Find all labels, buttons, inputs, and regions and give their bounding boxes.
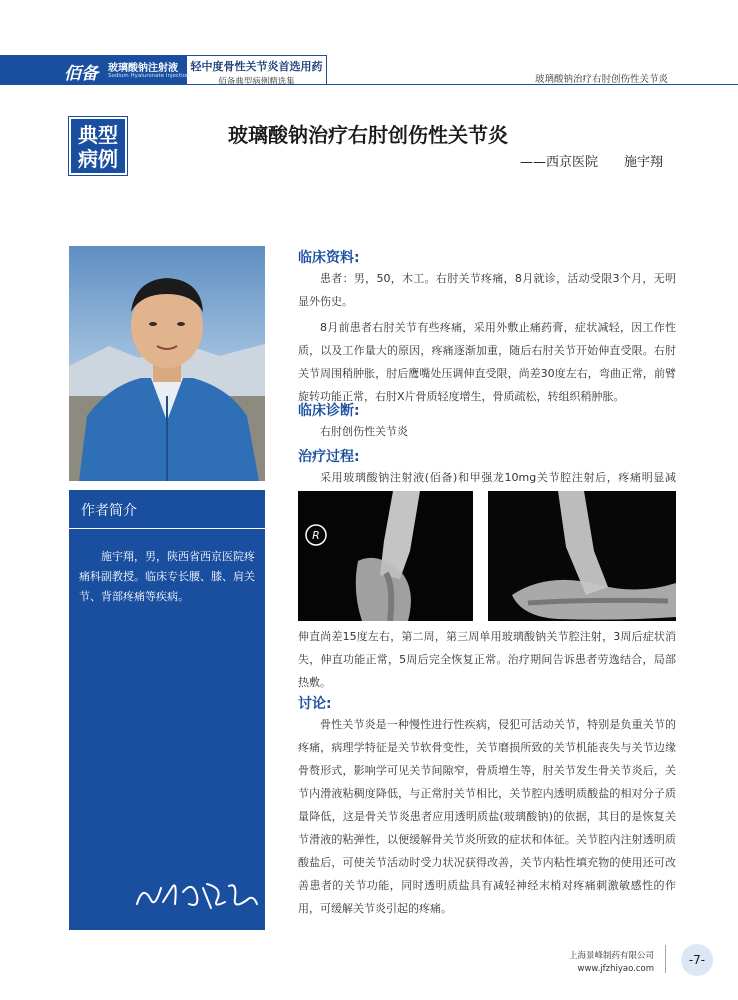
slogan-box	[187, 55, 327, 85]
author-signature	[133, 874, 263, 918]
footer-company: 上海景峰制药有限公司	[568, 951, 654, 961]
portrait-image	[69, 246, 265, 481]
page-number: -7-	[681, 944, 713, 976]
footer-website: www.jfzhiyao.com	[577, 964, 654, 974]
discussion-text: 骨性关节炎是一种慢性进行性疾病，侵犯可活动关节，特别是负重关节的疼痛，病理学特征是关节软骨变性，关节磨损所致的关节机能丧失与关节边缘骨赘形式，影响学可见关节间隙窄，骨质增生等，肘关节发生骨关节炎后，关节内滑液粘稠度降低，与正常肘关节相比，关节腔内透明质酸盐的相对分子质量降低，这是骨关节炎患者应用透明质盐(玻璃酸钠)的依据，其目的是恢复关节滑液的粘弹性，以便缓解骨关节炎所致的症状和体征。关节腔内注射透明质酸盐后，可使关节活动时受力状况获得改善，关节内粘性填充物的使用还可改善患者的关节功能，同时透明质盐具有减轻神经末梢对疼痛刺激敏感性的作用，可缓解关节炎引起的疼痛。	[298, 718, 676, 915]
footer-separator	[665, 945, 666, 973]
signature-image	[133, 874, 263, 914]
badge-line2: 病例	[78, 147, 118, 171]
discussion-section	[298, 693, 676, 920]
article-title: 玻璃酸钠治疗右肘创伤性关节炎	[228, 123, 508, 147]
treatment-p1: 采用玻璃酸钠注射液(佰备)和甲强龙10mg关节腔注射后，疼痛明显减	[320, 471, 676, 484]
byline	[520, 151, 663, 170]
slogan-line1: 轻中度骨性关节炎首选用药	[190, 60, 323, 73]
xray-graphic-2	[488, 491, 676, 621]
footer-company-block	[569, 950, 654, 976]
clinical-data-p2: 8月前患者右肘关节有些疼痛，采用外敷止痛药膏，症状减轻，因工作性质，以及工作量大的原因，疼痛逐渐加重，随后右肘关节开始伸直受限。右肘关节周围稍肿胀，肘后鹰嘴处压调伸直受限，尚差30度左右，弯曲正常，前臂旋转功能正常，右肘X片骨质轻度增生，骨质疏松，转组织稍肿胀。	[298, 321, 676, 403]
product-name-en: Sodium Hyaluronate Injection	[108, 73, 190, 79]
clinical-data-p1: 患者：男，50，木工。右肘关节疼痛，8月就诊，活动受限3个月，无明显外伤史。	[298, 272, 676, 308]
treatment-heading: 治疗过程:	[298, 449, 360, 465]
diagnosis-section	[298, 400, 676, 443]
clinical-data-section	[298, 247, 676, 408]
brand-logo: 佰备	[64, 64, 98, 84]
author-box-heading: 作者简介	[81, 503, 137, 519]
xray-image-2	[488, 491, 676, 621]
xray-image-1	[298, 491, 473, 621]
xray-marker: R	[312, 529, 320, 542]
diagnosis-text: 右肘创伤性关节炎	[320, 425, 408, 438]
treatment-p2: 伸直尚差15度左右，第二周，第三周单用玻璃酸钠关节腔注射，3周后症状消失，伸直功能正常，5周后完全恢复正常。治疗期间告诉患者劳逸结合，局部热敷。	[298, 630, 676, 689]
badge-line1: 典型	[78, 123, 118, 147]
case-badge	[69, 117, 127, 175]
running-head: 玻璃酸钠治疗右肘创伤性关节炎	[534, 74, 668, 85]
header-rule	[327, 84, 738, 85]
slogan-line2: 佰备典型病例精选集	[218, 77, 295, 87]
xray-graphic-1	[298, 491, 473, 621]
author-box-divider	[69, 528, 265, 529]
clinical-data-heading: 临床资料:	[298, 250, 360, 266]
treatment-continued	[298, 625, 676, 694]
byline-author: 施宇翔	[624, 155, 664, 170]
author-bio: 施宇翔，男，陕西省西京医院疼痛科副教授。临床专长腰、膝、肩关节、背部疼痛等疾病。	[79, 550, 255, 603]
author-info-box	[69, 490, 265, 930]
byline-hospital: ——西京医院	[520, 155, 599, 170]
brand-banner	[0, 55, 190, 85]
product-name: 玻璃酸钠注射液	[108, 63, 178, 74]
discussion-heading: 讨论:	[298, 696, 332, 712]
diagnosis-heading: 临床诊断:	[298, 403, 360, 419]
author-portrait	[69, 246, 265, 481]
